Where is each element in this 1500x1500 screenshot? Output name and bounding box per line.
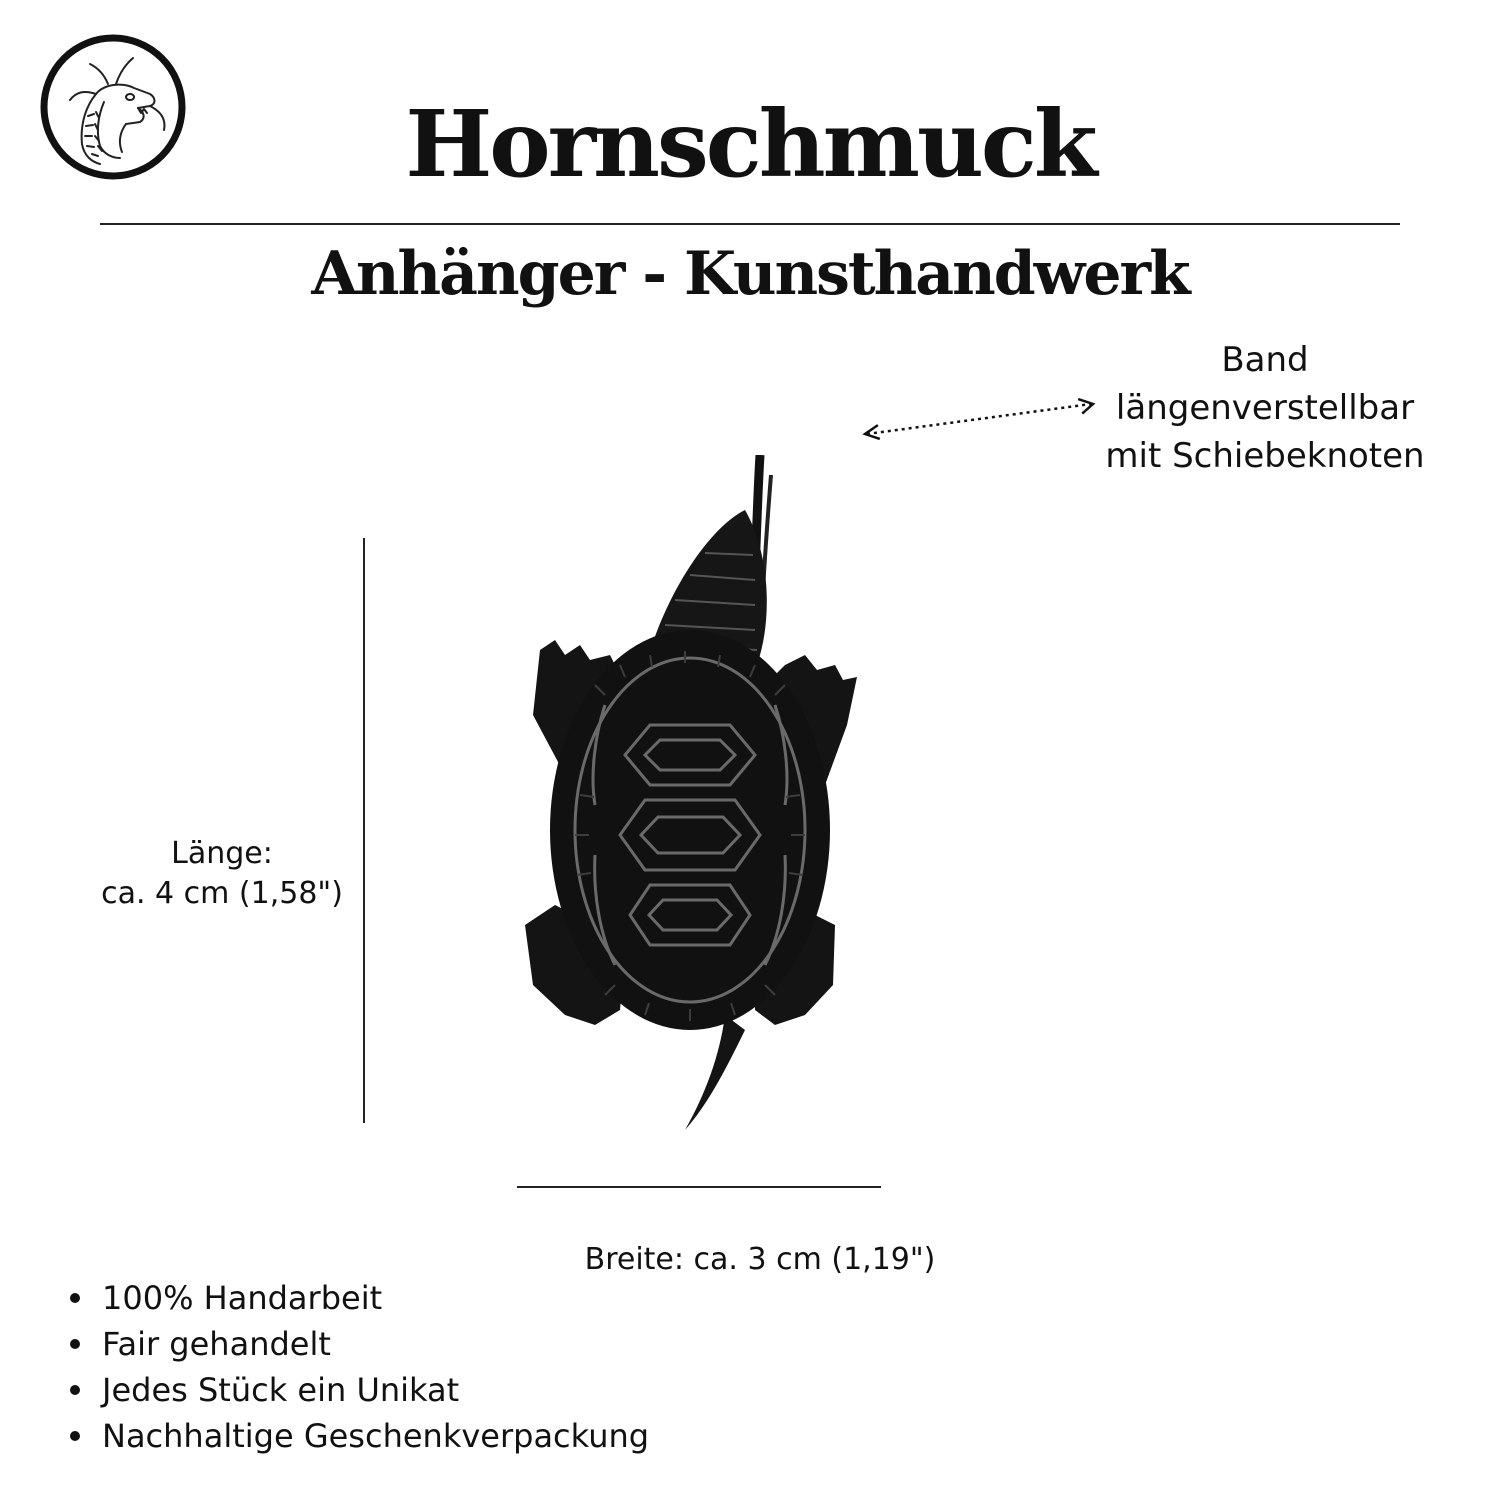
bullet-icon	[70, 1431, 80, 1441]
feature-text: 100% Handarbeit	[102, 1279, 383, 1317]
band-annotation-line: mit Schiebeknoten	[1105, 436, 1425, 476]
band-annotation-line: längenverstellbar	[1115, 388, 1415, 428]
bullet-icon	[70, 1293, 80, 1303]
bullet-icon	[70, 1385, 80, 1395]
feature-item	[70, 1321, 649, 1367]
page-subtitle: Anhänger - Kunsthandwerk	[311, 239, 1189, 309]
feature-list	[70, 1275, 649, 1459]
feature-item	[70, 1367, 649, 1413]
page-title: Hornschmuck	[405, 90, 1095, 198]
product-image	[455, 455, 905, 1145]
length-label-line: ca. 4 cm (1,58")	[101, 876, 343, 911]
length-label	[92, 834, 352, 914]
feature-item	[70, 1275, 649, 1321]
length-dimension-line	[363, 538, 365, 1123]
feature-text: Fair gehandelt	[102, 1325, 331, 1363]
width-label: Breite: ca. 3 cm (1,19")	[584, 1242, 936, 1277]
length-label-line: Länge:	[171, 836, 273, 871]
double-arrow-dotted-icon	[855, 388, 1105, 448]
bullet-icon	[70, 1339, 80, 1349]
band-annotation-line: Band	[1221, 340, 1309, 380]
turtle-pendant-icon	[455, 455, 905, 1145]
feature-item	[70, 1413, 649, 1459]
title-divider	[100, 223, 1400, 225]
feature-text: Jedes Stück ein Unikat	[102, 1371, 460, 1409]
width-dimension-line	[517, 1186, 881, 1188]
band-annotation	[1070, 336, 1460, 480]
feature-text: Nachhaltige Geschenkverpackung	[102, 1417, 650, 1455]
